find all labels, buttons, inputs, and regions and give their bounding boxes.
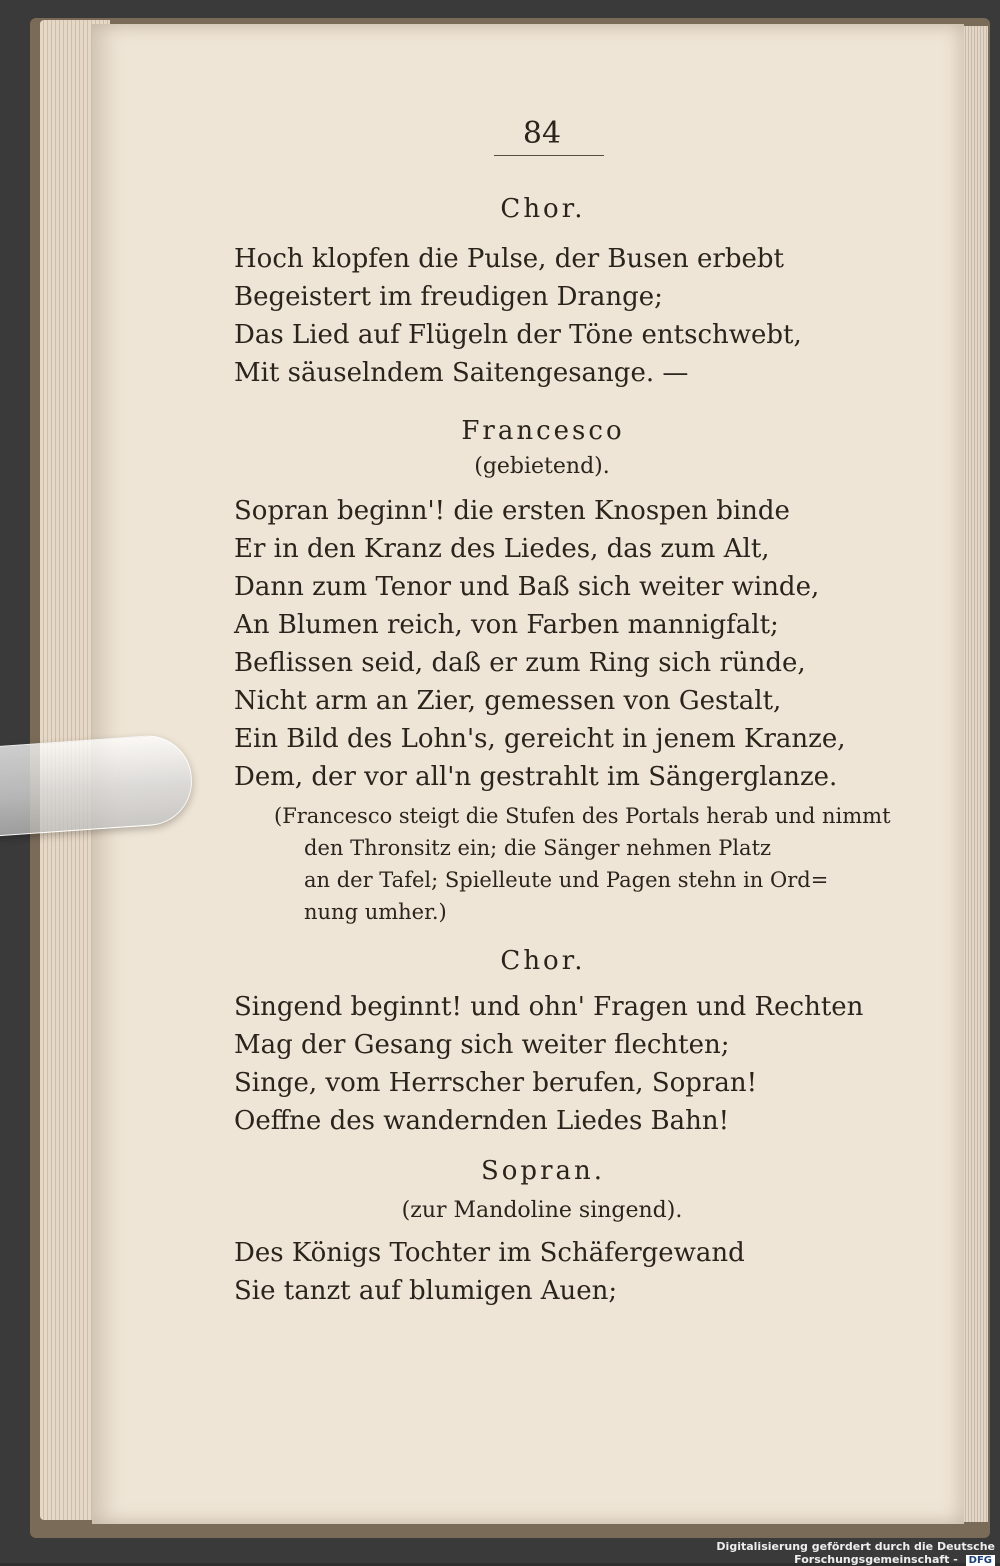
- verse-line: Mit säuselndem Saitengesange. —: [234, 358, 689, 388]
- stage-direction-line: (Francesco steigt die Stufen des Portals herab und nimmt: [274, 804, 891, 828]
- verse-line: Das Lied auf Flügeln der Töne entschwebt,: [234, 320, 802, 350]
- verse-line: Singe, vom Herrscher berufen, Sopran!: [234, 1068, 758, 1098]
- verse-line: Singend beginnt! und ohn' Fragen und Rechten: [234, 992, 864, 1022]
- page-text-block: [92, 24, 964, 1524]
- stage-direction-line: den Thronsitz ein; die Sänger nehmen Platz: [304, 836, 772, 860]
- credit-text: Digitalisierung gefördert durch die Deutsche Forschungsgemeinschaft -: [716, 1540, 995, 1566]
- page-holder-clip: [0, 733, 195, 838]
- verse-line: Dem, der vor all'n gestrahlt im Sängerglanze.: [234, 762, 838, 792]
- verse-line: Des Königs Tochter im Schäfergewand: [234, 1238, 745, 1268]
- verse-line: Oeffne des wandernden Liedes Bahn!: [234, 1106, 730, 1136]
- stage-direction-line: nung umher.): [304, 900, 447, 924]
- section-heading-francesco: Francesco: [461, 416, 625, 446]
- section-subheading: (gebietend).: [474, 454, 610, 479]
- verse-line: Sopran beginn'! die ersten Knospen binde: [234, 496, 790, 526]
- verse-line: Mag der Gesang sich weiter flechten;: [234, 1030, 730, 1060]
- verse-line: Begeistert im freudigen Drange;: [234, 282, 663, 312]
- section-heading-chor-2: Chor.: [500, 946, 586, 976]
- header-rule: [494, 155, 604, 156]
- dfg-logo-icon: DFG: [966, 1555, 995, 1566]
- section-heading-chor: Chor.: [500, 194, 586, 224]
- stage-direction-line: an der Tafel; Spielleute und Pagen stehn in Ord=: [304, 868, 829, 892]
- verse-line: Er in den Kranz des Liedes, das zum Alt,: [234, 534, 770, 564]
- verse-line: Dann zum Tenor und Baß sich weiter winde,: [234, 572, 820, 602]
- right-page-edge: [960, 26, 988, 1522]
- digitization-credit: [600, 1540, 995, 1566]
- section-heading-sopran: Sopran.: [480, 1156, 606, 1186]
- verse-line: Hoch klopfen die Pulse, der Busen erbebt: [234, 244, 784, 274]
- section-subheading: (zur Mandoline singend).: [401, 1198, 683, 1223]
- verse-line: Beflissen seid, daß er zum Ring sich ründe,: [234, 648, 806, 678]
- page-number: 84: [522, 116, 562, 151]
- verse-line: Ein Bild des Lohn's, gereicht in jenem Kranze,: [234, 724, 846, 754]
- verse-line: Nicht arm an Zier, gemessen von Gestalt,: [234, 686, 782, 716]
- verse-line: An Blumen reich, von Farben mannigfalt;: [234, 610, 779, 640]
- book-page: [92, 24, 964, 1524]
- verse-line: Sie tanzt auf blumigen Auen;: [234, 1276, 618, 1306]
